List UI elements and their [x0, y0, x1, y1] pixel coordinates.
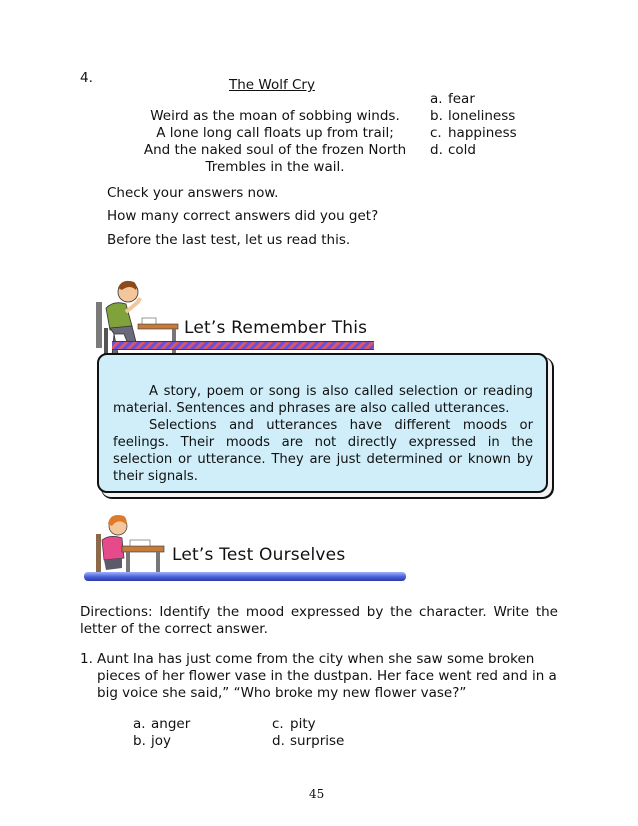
before-test-line: Before the last test, let us read this.	[107, 232, 351, 248]
correct-count-line: How many correct answers did you get?	[107, 208, 379, 224]
poem-title: The Wolf Cry	[229, 77, 315, 93]
poem-line: Weird as the moan of sobbing winds.	[150, 108, 400, 124]
remember-box	[97, 353, 548, 493]
choice-b: b. joy	[133, 733, 171, 749]
choice-a: a. anger	[133, 716, 191, 732]
choice-c: c. pity	[272, 716, 316, 732]
question-1-line: Aunt Ina has just come from the city when she saw some broken	[97, 651, 535, 667]
choices-left	[133, 716, 190, 750]
remember-paragraph-1: A story, poem or song is also called selection or reading material. Sentences and phrases are also called utterances.	[113, 384, 533, 416]
option-b: b. loneliness	[430, 108, 516, 124]
option-c: c. happiness	[430, 125, 517, 141]
choice-d: d. surprise	[272, 733, 345, 749]
remember-paragraph-2: Selections and utterances have different moods or feelings. Their moods are not directly expressed in the selection or utterance. They are just determined or known by their signals.	[113, 418, 533, 484]
remember-title-underline	[112, 341, 374, 350]
answer-options	[430, 91, 517, 159]
poem	[110, 108, 440, 176]
remember-title: Let’s Remember This	[184, 318, 368, 338]
option-d: d. cold	[430, 142, 477, 158]
question-1-line: big voice she said,” “Who broke my new flower vase?”	[97, 685, 467, 701]
poem-line: And the naked soul of the frozen North	[143, 142, 407, 158]
girl-writing-at-desk-icon	[92, 506, 172, 576]
test-title-underline	[84, 572, 406, 581]
option-a: a. fear	[430, 91, 475, 107]
poem-line: A lone long call floats up from trail;	[156, 125, 394, 141]
poem-line: Trembles in the wail.	[205, 159, 345, 175]
question-1-number: 1.	[80, 651, 93, 667]
question-1-text	[97, 651, 559, 702]
choices-right	[272, 716, 344, 750]
question-1-line: pieces of her flower vase in the dustpan. Her face went red and in a	[97, 668, 557, 684]
page-number: 45	[309, 787, 325, 801]
item-number: 4.	[80, 70, 93, 86]
directions: Directions: Identify the mood expressed by the character. Write the letter of the correct answer.	[80, 604, 558, 637]
check-answers-line: Check your answers now.	[107, 185, 279, 201]
test-title: Let’s Test Ourselves	[172, 545, 346, 565]
